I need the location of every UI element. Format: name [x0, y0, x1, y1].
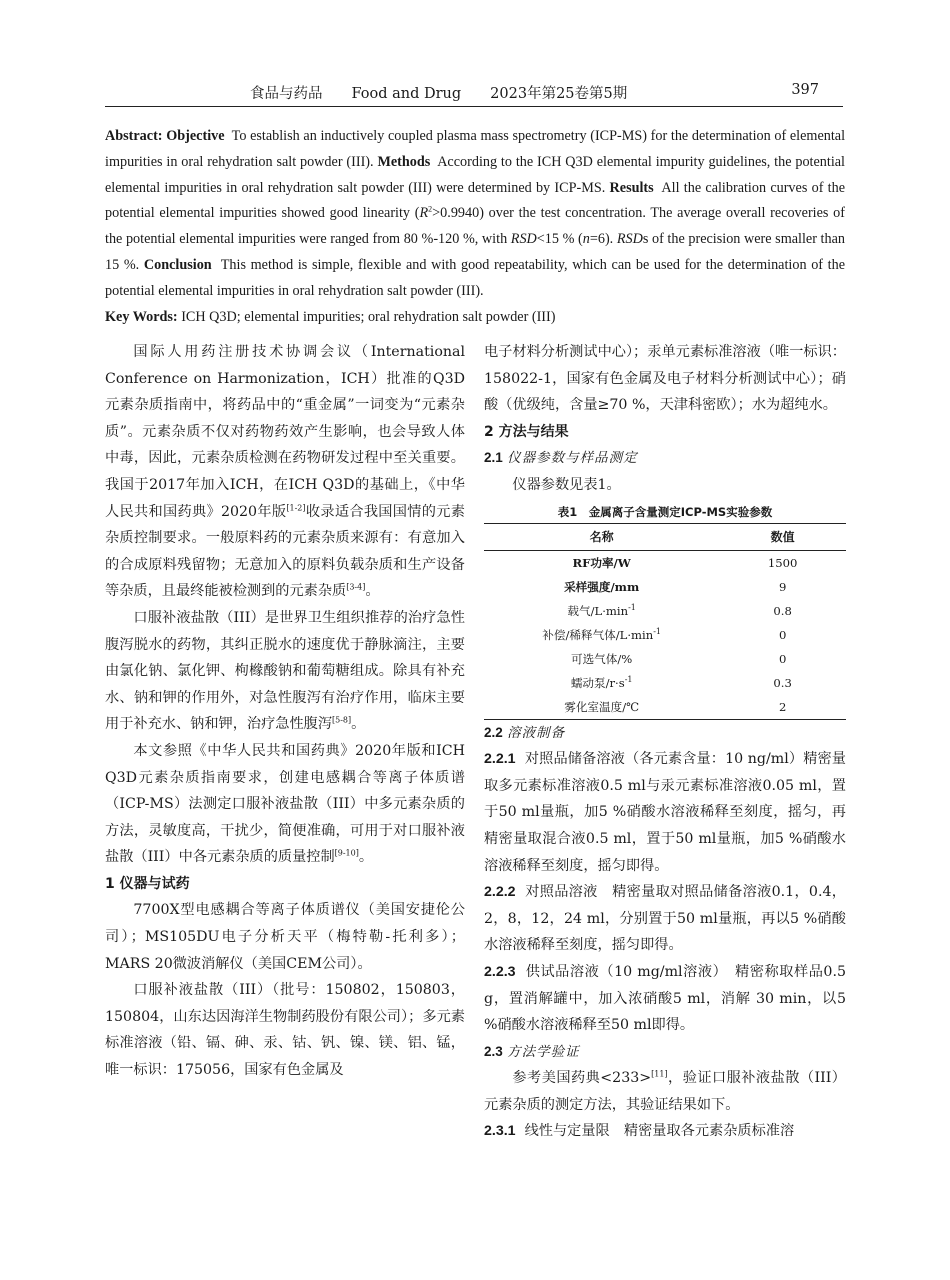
keywords [105, 305, 845, 331]
table-row: 载气$/L\cdot\min^{-1}$ 0.8 [567, 602, 792, 618]
objective-label: Objective [166, 128, 225, 144]
citation: [1-2] [286, 502, 306, 512]
table-row: 补偿/稀释气体$/L\cdot\min^{-1}$ 0 [542, 626, 787, 642]
intro-paragraph-2: 口服补液盐散（III）是世界卫生组织推荐的治疗急性腹泻脱水的药物，其纠正脱水的速度优于静脉滴注，主要由氯化钠、氯化钾、枸橼酸钠和葡萄糖组成。除具有补充水、钠和钾的作用外，对急性腹泻有治疗作用，临床主要用于补充水、钠和钾，治疗急性腹泻[5-8]。 [105, 609, 465, 733]
results-rsd: RSD [510, 231, 537, 248]
results-r: R [419, 205, 429, 222]
results-sup: 2 [428, 204, 433, 214]
results-text: >0.9940) over the test concentration. The average overall recoveries of the potential elemental impurities were ranged from 80 %-120 %, with [105, 205, 845, 248]
methods-text: According to the ICH Q3D elemental impurity guidelines, the potential elemental impurities in oral rehydration salt powder (III) were determined by ICP-MS. [105, 153, 845, 196]
right-column [484, 339, 846, 1145]
table-row: 蠕动泵$/r\cdot s^{-1}$ 0.3 [570, 674, 792, 690]
citation: [3-4] [346, 582, 366, 592]
table-header-name: 名称 [484, 523, 719, 550]
results-text: All the calibration curves of the potential elemental impurities showed good linearity ( [105, 179, 846, 222]
validation-paragraph: 参考美国药典<233>[11]，验证口服补液盐散（III）元素杂质的测定方法，其验证结果如下。 [484, 1069, 846, 1113]
methods-label: Methods [377, 153, 431, 170]
instruments-paragraph: 7700X型电感耦合等离子体质谱仪（美国安捷伦公司）；MS105DU电子分析天平（梅特勒-托利多）；MARS 20微波消解仪（美国CEM公司）。 [105, 902, 465, 972]
conclusion-text: This method is simple, flexible and with good repeatability, which can be used for the determination of the potential elemental impurities in oral rehydration salt powder (III). [105, 256, 846, 299]
citation: [9-10] [334, 848, 359, 858]
table-header-value: 数值 [719, 523, 846, 550]
english-abstract [105, 124, 845, 330]
results-rsds: RSD [616, 231, 643, 248]
results-text: s of the precision were smaller than 15 %. [105, 231, 845, 273]
left-column [105, 339, 465, 1084]
reagents-paragraph: 口服补液盐散（III）（批号：150802，150803，150804，山东达因海洋生物制药股份有限公司）；多元素标准溶液（铅、镉、砷、汞、钴、钒、镍、镁、铝、锰，唯一标识：175056，国家有色金属及 [105, 982, 465, 1079]
subsection-2-2-2: 2.2.2 对照品溶液 精密量取对照品储备溶液0.1，0.4，2，8，12，24 ml，分别置于50 ml量瓶，再以5 %硝酸水溶液稀释至刻度，摇匀即得。 [484, 884, 846, 954]
objective-text: To establish an inductively coupled plasma mass spectrometry (ICP-MS) for the determination of elemental impurities in oral rehydration salt powder (III). [105, 128, 846, 170]
keywords-text: ICH Q3D; elemental impurities; oral rehydration salt powder (III) [181, 308, 556, 325]
icp-ms-parameter-table [484, 523, 846, 720]
subsection-2-2-3: 2.2.3 供试品溶液（10 mg/ml溶液） 精密称取样品0.5 g，置消解罐中，加入浓硝酸5 ml，消解 30 min，以5 %硝酸水溶液稀释至50 ml即得。 [484, 963, 846, 1034]
abstract-label: Abstract: [105, 128, 163, 144]
subsection-2-2-1: 2.2.1 对照品储备溶液（各元素含量：10 ng/ml）精密量取多元素标准溶液0.5 ml与汞元素标准溶液0.05 ml，置于50 ml量瓶，加5 %硝酸水溶液稀释至刻度，摇匀，再精密量取混合液0.5 ml，置于50 ml量瓶，加5 %硝酸水溶液稀释至刻度，摇匀即得。 [484, 751, 846, 874]
table-row: 采样强度/mm 9 [564, 579, 787, 594]
conclusion-label: Conclusion [143, 256, 212, 273]
journal-info: 食品与药品 Food and Drug 2023年第25卷第5期 [250, 86, 628, 102]
intro-paragraph-1: 国际人用药注册技术协调会议（International Conference on Harmonization，ICH）批准的Q3D元素杂质指南中，将药品中的“重金属”一词变为“元素杂质”。元素杂质不仅对药物药效产生影响，也会导致人体中毒，因此，元素杂质检测在药物研发过程中至关重要。我国于2017年加入ICH，在ICH Q3D的基础上，《中华人民共和国药典》2020年版[1-2]收录适合我国国情的元素杂质控制要求。一般原料药的元素杂质来源有：有意加入的合成原料残留物；无意加入的原料负载杂质和生产设备等杂质，且最终能被检测到的元素杂质[3-4]。 [105, 344, 465, 600]
table-row: 可选气体/% 0 [570, 651, 787, 666]
table-row: 雾化室温度/℃ 2 [484, 695, 846, 720]
reagents-continued: 电子材料分析测试中心）；汞单元素标准溶液（唯一标识：158022-1，国家有色金属及电子材料分析测试中心）；硝酸（优级纯，含量≥70 %，天津科密欧）；水为超纯水。 [484, 344, 846, 414]
intro-paragraph-3: 本文参照《中华人民共和国药典》2020年版和ICH Q3D元素杂质指南要求，创建电感耦合等离子体质谱（ICP-MS）法测定口服补液盐散（III）中多元素杂质的方法，灵敏度高，干扰少，简便准确，可用于对口服补液盐散（III）中各元素杂质的质量控制[9-10]。 [105, 742, 465, 866]
keywords-label: Key Words: [105, 308, 178, 325]
table-reference: 仪器参数见表1。 [512, 476, 621, 493]
citation: [5-8] [332, 715, 352, 725]
table-caption: 表1 金属离子含量测定ICP-MS实验参数 [557, 504, 773, 519]
section-heading-1: 1 仪器与试药 [105, 875, 190, 892]
results-text: =6). [589, 231, 617, 248]
citation: [11] [651, 1069, 668, 1079]
results-label: Results [609, 179, 654, 196]
subsection-2-1: 2.1 仪器参数与样品测定 [484, 450, 638, 467]
subsection-2-3: 2.3 方法学验证 [484, 1043, 580, 1060]
results-n: n [582, 231, 590, 248]
table-row: RF功率/W 1500 [572, 555, 798, 570]
subsection-2-2: 2.2 溶液制备 [484, 724, 566, 741]
section-heading-2: 2 方法与结果 [484, 423, 569, 440]
subsection-2-3-1: 2.3.1 线性与定量限 精密量取各元素杂质标准溶 [484, 1123, 795, 1140]
running-header [105, 80, 843, 107]
results-text: <15 % ( [536, 231, 583, 248]
page-number: 397 [791, 82, 819, 98]
